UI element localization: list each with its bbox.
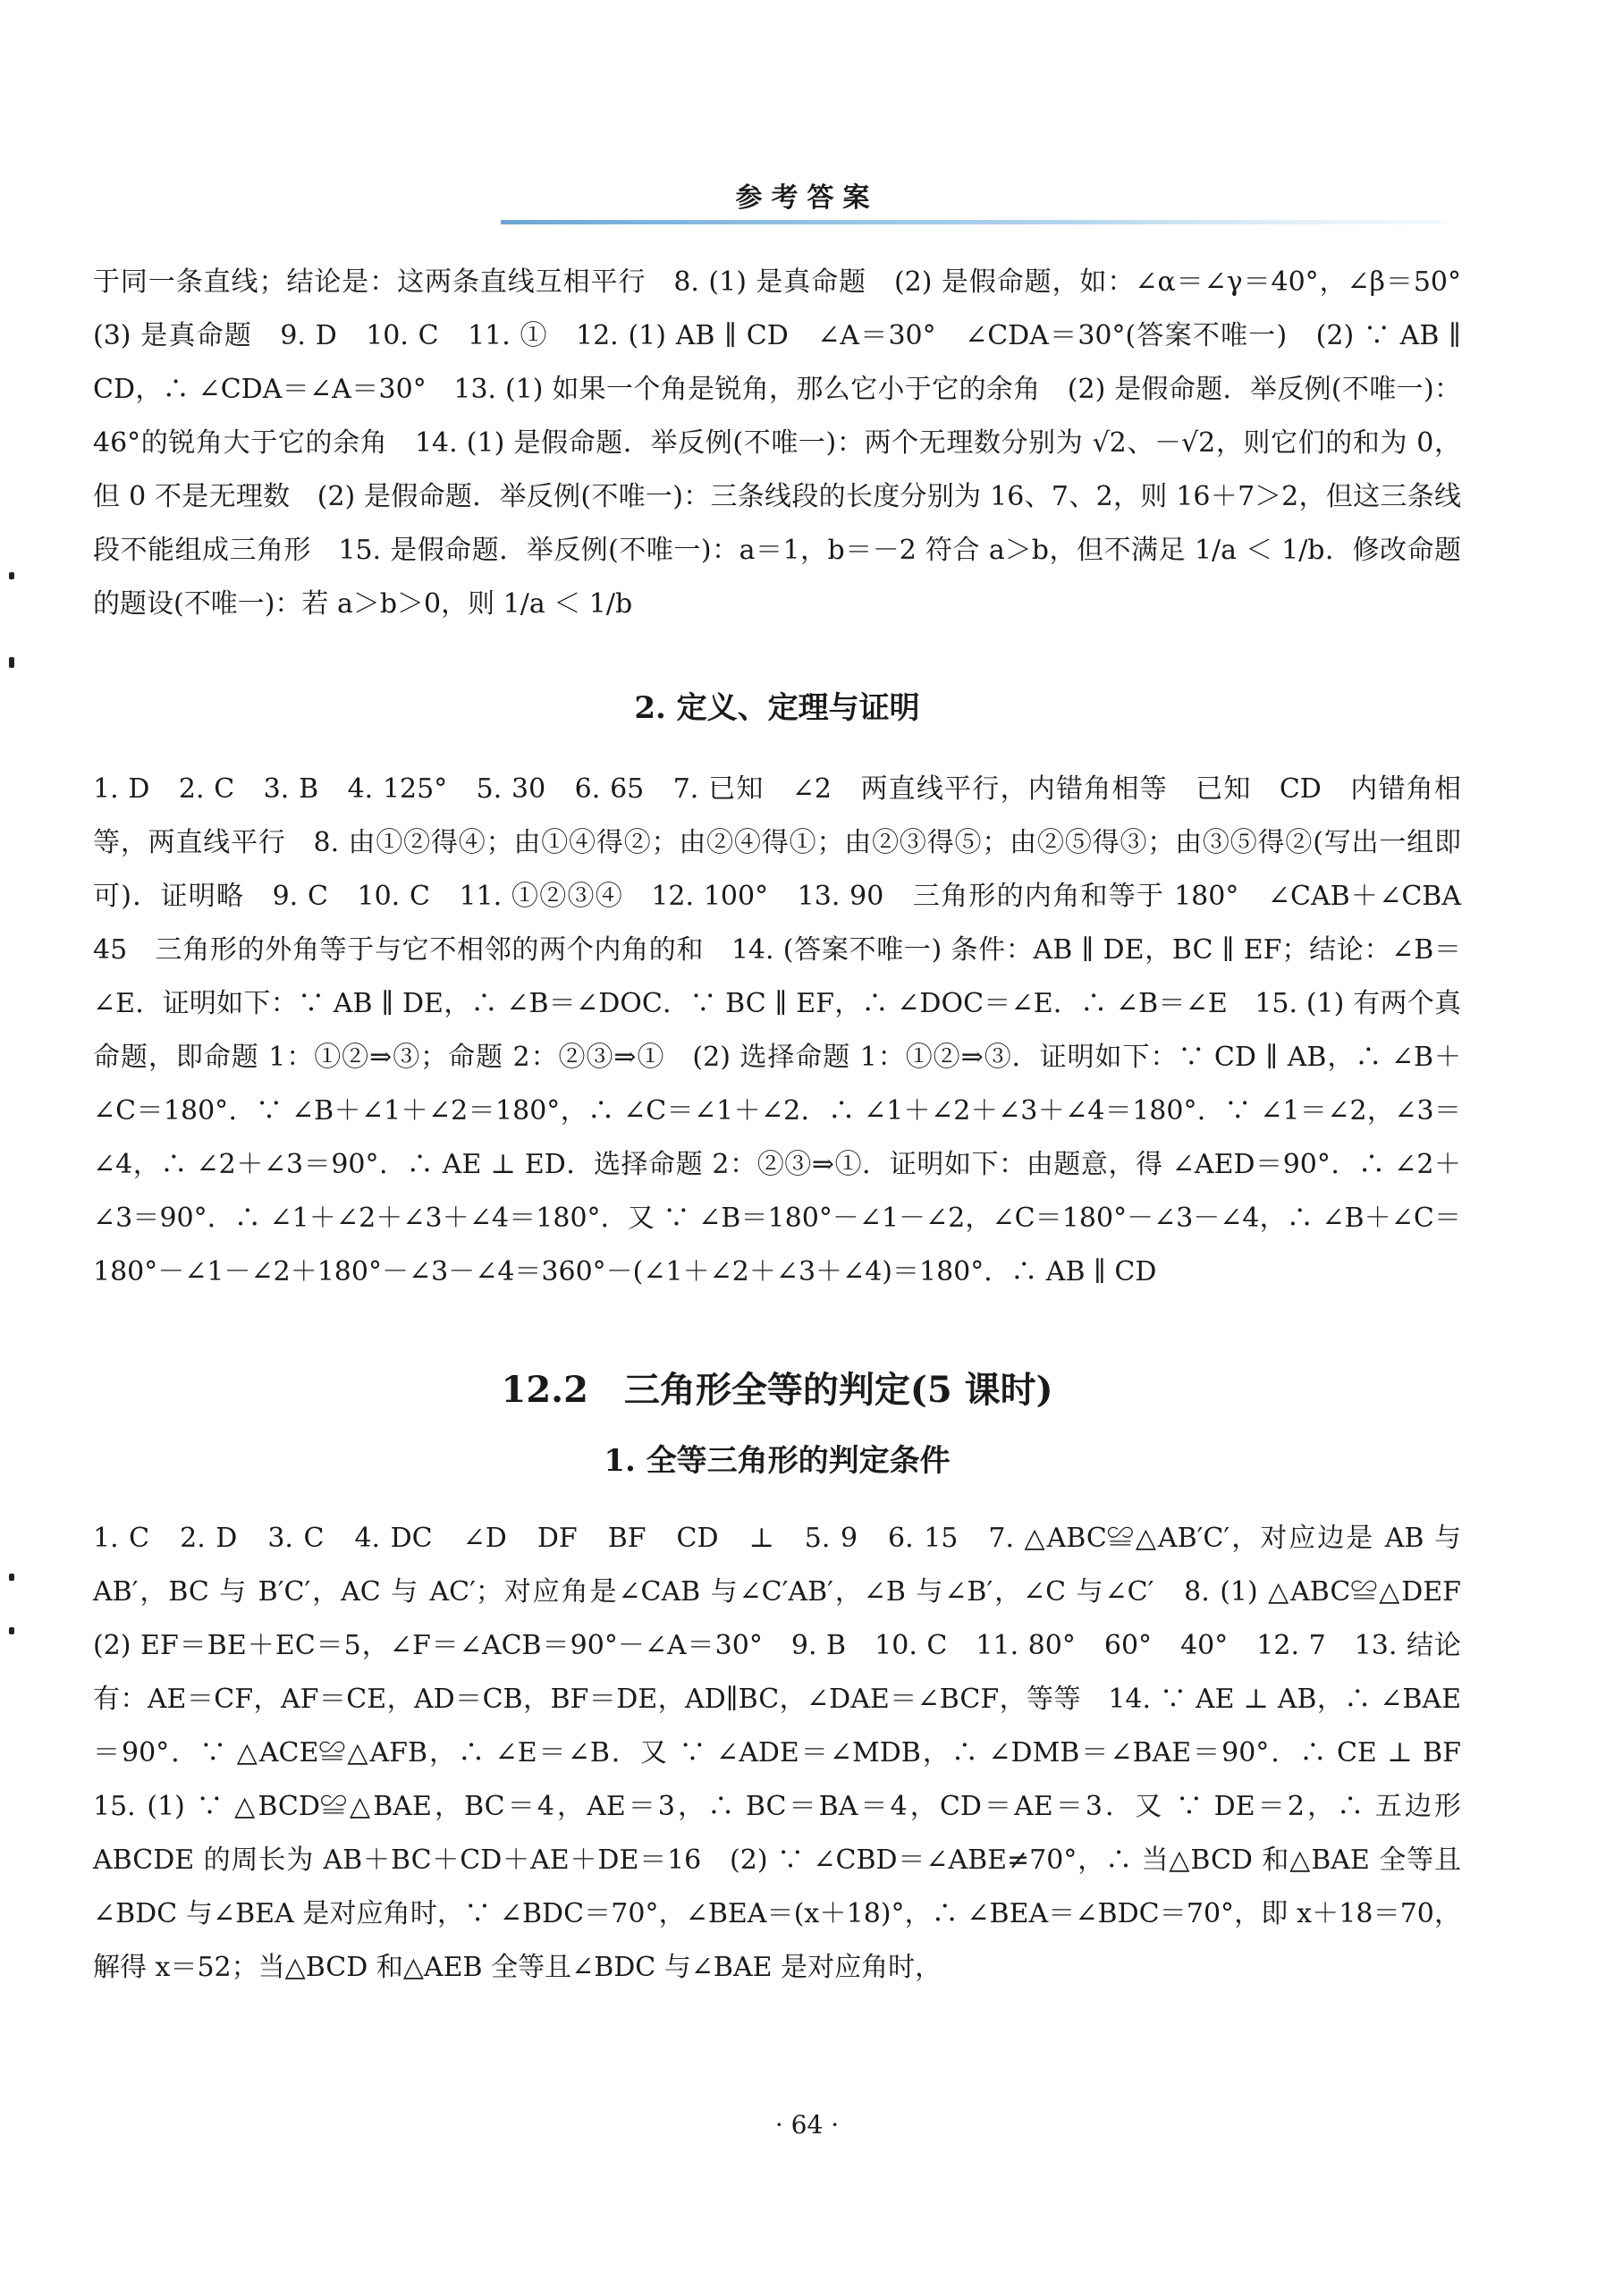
header-rule [501,218,1449,227]
header-title: 参考答案 [735,182,879,214]
answer-block-propositions: 于同一条直线；结论是：这两条直线互相平行 8. (1) 是真命题 (2) 是假命题，如：∠α＝∠γ＝40°，∠β＝50° (3) 是真命题 9. D 10. C 11. ① 12. (1) AB ∥ CD ∠A＝30° ∠CDA＝30°(答案不唯一) (2) ∵ AB ∥ CD，∴ ∠CDA＝∠A＝30° 13. (1) 如果一个角是锐角，那么它小于它的余角 (2) 是假命题．举反例(不唯一)：46°的锐角大于它的余角 14. (1) 是假命题．举反例(不唯一)：两个无理数分别为 √2、－√2，则它们的和为 0，但 0 不是无理数 (2) 是假命题．举反例(不唯一)：三条线段的长度分别为 16、7、2，则 16＋7＞2，但这三条线段不能组成三角形 15. 是假命题．举反例(不唯一)：a＝1，b＝－2 符合 a＞b，但不满足 1/a ＜ 1/b．修改命题的题设(不唯一)：若 a＞b＞0，则 1/a ＜ 1/b [93,266,1488,620]
answer-block-definitions: 1. D 2. C 3. B 4. 125° 5. 30 6. 65 7. 已知 ∠2 两直线平行，内错角相等 已知 CD 内错角相等，两直线平行 8. 由①②得④；由①④得②；由②④得①；由②③得⑤；由②⑤得③；由③⑤得②(写出一组即可)．证明略 9. C 10. C 11. ①②③④ 12. 100° 13. 90 三角形的内角和等于 180° ∠CAB＋∠CBA 45 三角形的外角等于与它不相邻的两个内角的和 14. (答案不唯一) 条件：AB ∥ DE，BC ∥ EF；结论：∠B＝∠E．证明如下：∵ AB ∥ DE，∴ ∠B＝∠DOC．∵ BC ∥ EF，∴ ∠DOC＝∠E．∴ ∠B＝∠E 15. (1) 有两个真命题，即命题 1：①②⇒③；命题 2：②③⇒① (2) 选择命题 1：①②⇒③．证明如下：∵ CD ∥ AB，∴ ∠B＋∠C＝180°．∵ ∠B＋∠1＋∠2＝180°，∴ ∠C＝∠1＋∠2．∴ ∠1＋∠2＋∠3＋∠4＝180°．∵ ∠1＝∠2，∠3＝∠4，∴ ∠2＋∠3＝90°．∴ AE ⊥ ED．选择命题 2：②③⇒①．证明如下：由题意，得 ∠AED＝90°．∴ ∠2＋∠3＝90°．∴ ∠1＋∠2＋∠3＋∠4＝180°．又 ∵ ∠B＝180°－∠1－∠2，∠C＝180°－∠3－∠4，∴ ∠B＋∠C＝180°－∠1－∠2＋180°－∠3－∠4＝360°－(∠1＋∠2＋∠3＋∠4)＝180°．∴ AB ∥ CD [93,773,1488,1287]
margin-dot [9,1574,14,1581]
margin-dot [9,572,14,579]
page-number: · 64 · [774,2110,840,2140]
answer-content [93,256,1488,1995]
answer-block-congruence: 1. C 2. D 3. C 4. DC ∠D DF BF CD ⊥ 5. 9 6. 15 7. △ABC≌△AB′C′，对应边是 AB 与 AB′，BC 与 B′C′，AC 与 AC′；对应角是∠CAB 与∠C′AB′，∠B 与∠B′，∠C 与∠C′ 8. (1) △ABC≌△DEF (2) EF＝BE＋EC＝5，∠F＝∠ACB＝90°－∠A＝30° 9. B 10. C 11. 80° 60° 40° 12. 7 13. 结论有：AE＝CF，AF＝CE，AD＝CB，BF＝DE，AD∥BC，∠DAE＝∠BCF，等等 14. ∵ AE ⊥ AB，∴ ∠BAE＝90°．∵ △ACE≌△AFB，∴ ∠E＝∠B．又 ∵ ∠ADE＝∠MDB，∴ ∠DMB＝∠BAE＝90°．∴ CE ⊥ BF 15. (1) ∵ △BCD≌△BAE，BC＝4，AE＝3，∴ BC＝BA＝4，CD＝AE＝3．又 ∵ DE＝2，∴ 五边形 ABCDE 的周长为 AB＋BC＋CD＋AE＋DE＝16 (2) ∵ ∠CBD＝∠ABE≠70°，∴ 当△BCD 和△BAE 全等且∠BDC 与∠BEA 是对应角时，∵ ∠BDC＝70°，∠BEA＝(x＋18)°，∴ ∠BEA＝∠BDC＝70°，即 x＋18＝70，解得 x＝52；当△BCD 和△AEB 全等且∠BDC 与∠BAE 是对应角时， [93,1523,1488,1983]
section-title-definitions: 2. 定义、定理与证明 [634,690,920,726]
chapter-title-congruence: 12.2 三角形全等的判定(5 课时) [501,1369,1053,1411]
margin-dot [9,657,14,668]
section-title-congruence-conditions: 1. 全等三角形的判定条件 [604,1443,951,1479]
page-header [0,175,1614,215]
margin-dot [9,1627,14,1634]
